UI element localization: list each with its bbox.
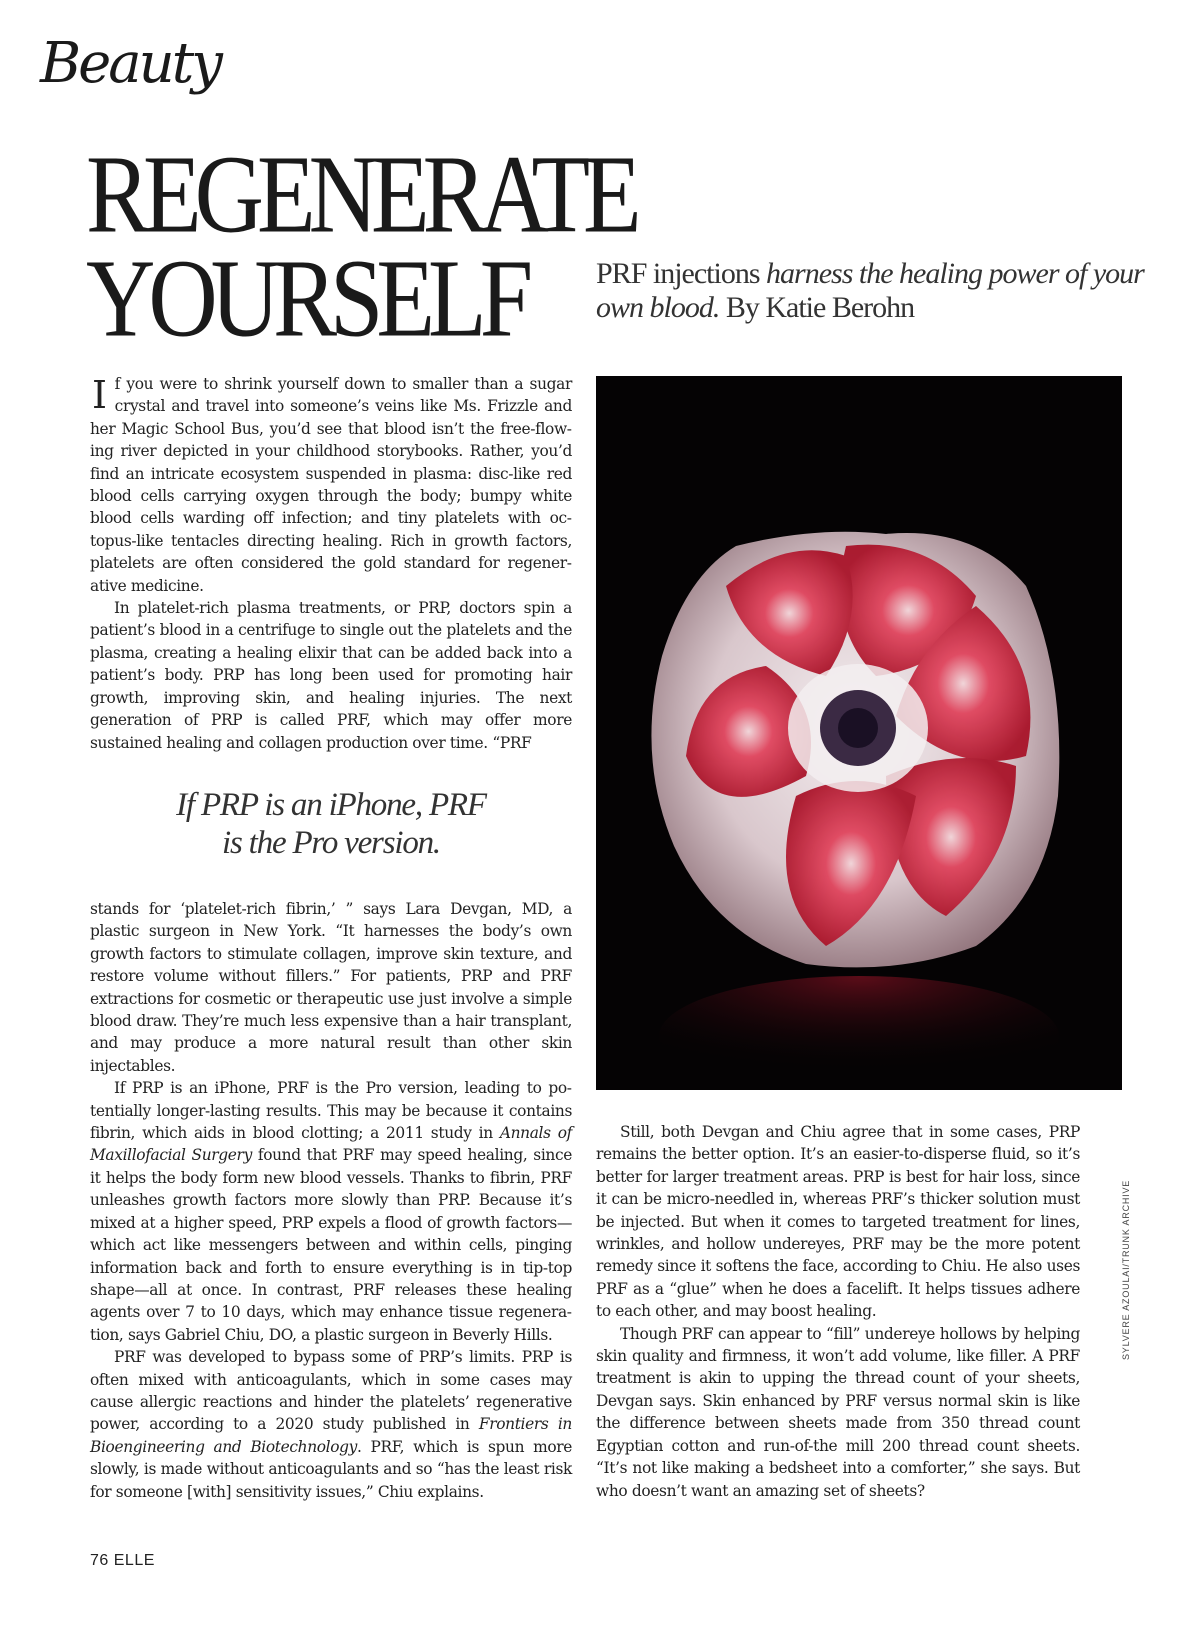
deck-italic: harness the healing power of your own blood. [596, 257, 1144, 324]
pull-quote-line-1: If PRP is an iPhone, PRF [176, 787, 486, 823]
article-column-left-top [90, 373, 572, 754]
reflection [659, 976, 1059, 1090]
journal-title-frontiers: Frontiers in Bioengineering and Biotechnology [90, 1415, 572, 1456]
paragraph-5-text-a: PRF was developed to bypass some of PRP’s limits. PRP is often mixed with anticoagulants, which in some cases may cause allergic reactions and hinder the platelets’ regenerative power, according to a 2020 study published in [90, 1348, 572, 1434]
paragraph-5 [90, 1346, 572, 1503]
byline: By Katie Berohn [719, 291, 915, 324]
frozen-flower-illustration [596, 376, 1122, 1090]
paragraph-6: Still, both Devgan and Chiu agree that in some cases, PRP remains the better option. It’s an easier-to-disperse fluid, so it’s better for larger treatment areas. PRP is best for hair loss, since it can be micro-needled in, whereas PRF’s thicker solution must be injected. But when it comes to targeted treatment for lines, wrinkles, and hollow undereyes, PRF may be the more potent remedy since it softens the face, according to Chiu. He also uses PRF as a “glue” when he does a facelift. It helps tissues adhere to each other, and may boost healing. [596, 1123, 1080, 1321]
pull-quote [90, 786, 572, 862]
paragraph-5-text-b: . PRF, which is spun more slowly, is made without anticoagulants and so “has the least risk for someone [with] sensitivity issues,” Chiu explains. [90, 1437, 572, 1501]
paragraph-7: Though PRF can appear to “fill” undereye hollows by helping skin quality and firmness, it won’t add volume, like filler. A PRF treatment is akin to upping the thread count of your sheets, Devgan says. Skin enhanced by PRF versus normal skin is like the difference between sheets made from 350 thread count Egyptian cotton and run-of-the mill 200 thread count sheets. “It’s not like making a bedsheet into a comforter,” she says. But who doesn’t want an amazing set of sheets? [596, 1324, 1080, 1500]
section-label: Beauty [40, 31, 220, 96]
frozen-flower-photo [596, 376, 1122, 1090]
article-column-left-bottom [90, 898, 572, 1503]
headline [86, 131, 635, 361]
paragraph-3: stands for ‘platelet-rich fibrin,’ ” says Lara Devgan, MD, a plastic surgeon in New York. “It harnesses the body’s own growth factors to stimulate collagen, improve skin texture, and restore volume without fillers.” For patients, PRP and PRF extractions for cosmetic or therapeutic use just involve a simple blood draw. They’re much less expensive than a hair transplant, and may produce a more natural result than other skin injectables. [90, 900, 572, 1075]
paragraph-1-text: f you were to shrink yourself down to smaller than a sugar crystal and travel into someone’s veins like Ms. Frizzle and her Magic School Bus, you’d see that blood isn’t the free-flowing river depicted in your childhood storybooks. Rather, you’d find an intricate ecosystem suspended in plasma: disc-like red blood cells carrying oxygen through the body; bumpy white blood cells warding off infection; and tiny platelets with octopus-like tentacles directing healing. Rich in growth factors, platelets are often considered the gold standard for regenerative medicine. [90, 375, 572, 595]
pull-quote-line-2: is the Pro version. [222, 825, 440, 861]
page-number: 76 [90, 1552, 109, 1569]
paragraph-4-text-a: If PRP is an iPhone, PRF is the Pro version, leading to potentially longer-lasting results. This may be because it contains fibrin, which aids in blood clotting; a 2011 study in [90, 1079, 572, 1143]
article-column-right [596, 1121, 1080, 1502]
folio [90, 1552, 155, 1570]
deck-lead: PRF injections [596, 257, 767, 290]
flower-center [838, 708, 878, 748]
deck [596, 257, 1156, 325]
journal-title-annals: Annals of Maxillofacial Surgery [90, 1124, 572, 1165]
drop-cap: I [92, 373, 107, 417]
paragraph-4-text-b: found that PRF may speed healing, since it helps the body form new blood vessels. Thanks to fibrin, PRF unleashes growth factors more slowly than PRP. Because it’s mixed at a higher speed, PRP expels a flood of growth factors—which act like messengers between and within cells, pinging information back and forth to ensure everything is in tip-top shape—all at once. In contrast, PRF releases these healing agents over 7 to 10 days, which may enhance tissue regeneration, says Gabriel Chiu, DO, a plastic surgeon in Beverly Hills. [90, 1146, 573, 1344]
paragraph-2: In platelet-rich plasma treatments, or PRP, doctors spin a patient’s blood in a centrifuge to single out the platelets and the plasma, creating a healing elixir that can be added back into a patient’s body. PRP has long been used for promoting hair growth, improving skin, and healing injuries. The next generation of PRP is called PRF, which may offer more sustained healing and collagen production over time. “PRF [90, 599, 572, 752]
headline-line-2: YOURSELF [86, 236, 527, 361]
paragraph-1 [90, 373, 572, 597]
photo-credit: SYLVERE AZOULAI/TRUNK ARCHIVE [1121, 1179, 1131, 1360]
paragraph-4 [90, 1077, 572, 1346]
magazine-name: ELLE [113, 1552, 155, 1569]
headline-line-1: REGENERATE [86, 131, 635, 256]
